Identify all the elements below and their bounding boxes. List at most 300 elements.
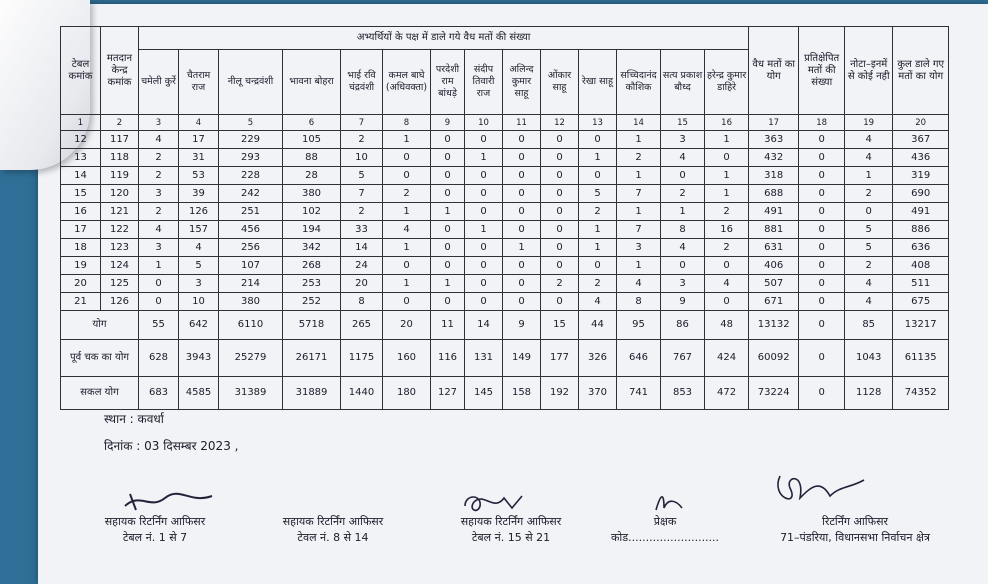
table-cell: 1440 [341,377,383,410]
signature-block-1 [70,514,240,546]
table-cell: 127 [431,377,465,410]
table-cell: 853 [661,377,705,410]
table-cell: 1 [503,239,541,257]
candidate-group-header: अभ्यर्थियों के पक्ष में डाले गये वैध मतों की संख्या [139,27,749,50]
table-cell: 251 [219,203,283,221]
table-cell: 0 [383,293,431,311]
table-cell: 0 [661,167,705,185]
table-cell: 4 [661,239,705,257]
table-cell: 675 [893,293,949,311]
table-cell: 33 [341,221,383,239]
candidate-header: ओंकार साहू [541,50,579,115]
table-cell: 0 [503,221,541,239]
table-row [61,203,949,221]
table-cell: 125 [101,275,139,293]
table-cell: 380 [283,185,341,203]
table-cell: 17 [61,221,101,239]
table-cell: 31889 [283,377,341,410]
col-rejected-header: प्रतिक्षेपित मतों की संख्या [799,27,845,115]
table-cell: 0 [465,275,503,293]
table-cell: 0 [845,203,893,221]
table-cell: 8 [661,221,705,239]
table-cell: 0 [431,131,465,149]
table-cell: 0 [465,239,503,257]
table-cell: 177 [541,340,579,377]
table-cell: 180 [383,377,431,410]
table-cell: 20 [383,311,431,340]
table-cell: 0 [799,275,845,293]
table-cell: 4 [579,293,617,311]
table-cell: 123 [101,239,139,257]
column-number: 8 [383,115,431,131]
table-cell: 4 [705,275,749,293]
table-cell: 8 [617,293,661,311]
table-cell: 0 [799,257,845,275]
table-cell: 507 [749,275,799,293]
table-cell: 0 [503,203,541,221]
table-cell: 11 [431,311,465,340]
table-cell: 88 [283,149,341,167]
table-cell: 0 [799,203,845,221]
table-cell: 318 [749,167,799,185]
table-cell: 145 [465,377,503,410]
table-cell: 511 [893,275,949,293]
table-cell: 628 [139,340,179,377]
sum-row [61,311,949,340]
table-cell: 252 [283,293,341,311]
table-cell: 0 [541,149,579,167]
table-cell: 363 [749,131,799,149]
table-cell: 1 [617,203,661,221]
table-cell: 1 [845,167,893,185]
candidate-header: परदेशी राम बांधड़े [431,50,465,115]
table-cell: 74352 [893,377,949,410]
table-cell: 319 [893,167,949,185]
table-cell: 12 [61,131,101,149]
table-cell: 116 [431,340,465,377]
signature-title: प्रेक्षक [653,515,677,528]
table-cell: 0 [799,149,845,167]
table-cell: 53 [179,167,219,185]
row-label: पूर्व चक का योग [61,340,139,377]
signature-sub: कोड.......................... [610,531,720,544]
column-number: 7 [341,115,383,131]
table-cell: 14 [61,167,101,185]
column-number: 16 [705,115,749,131]
table-cell: 2 [541,275,579,293]
table-cell: 0 [799,293,845,311]
table-cell: 2 [617,149,661,167]
table-cell: 4 [139,131,179,149]
table-cell: 0 [503,275,541,293]
table-cell: 2 [705,203,749,221]
table-cell: 13 [61,149,101,167]
table-cell: 0 [503,293,541,311]
table-cell: 4 [661,149,705,167]
candidate-header: भावना बोहरा [283,50,341,115]
table-row [61,185,949,203]
table-cell: 15 [541,311,579,340]
table-cell: 0 [465,185,503,203]
table-cell: 5 [179,257,219,275]
candidate-header: सत्य प्रकाश बौध्द [661,50,705,115]
signature-mark-3 [460,490,530,516]
table-cell: 0 [503,131,541,149]
table-cell: 0 [383,257,431,275]
table-cell: 194 [283,221,341,239]
candidate-header: हरेन्द्र कुमार डाहिरे [705,50,749,115]
column-number: 19 [845,115,893,131]
table-cell: 126 [179,203,219,221]
table-cell: 6110 [219,311,283,340]
column-number: 15 [661,115,705,131]
table-cell: 1 [431,275,465,293]
table-cell: 5 [579,185,617,203]
signature-mark-1 [120,486,220,514]
table-cell: 0 [541,203,579,221]
table-cell: 1175 [341,340,383,377]
table-cell: 4 [617,275,661,293]
table-cell: 2 [139,149,179,167]
table-cell: 0 [503,167,541,185]
table-cell: 3 [617,239,661,257]
candidate-header: भाई रवि चंद्रवंशी [341,50,383,115]
table-cell: 0 [383,149,431,167]
table-row [61,275,949,293]
table-cell: 2 [341,131,383,149]
table-cell: 456 [219,221,283,239]
table-cell: 160 [383,340,431,377]
table-cell: 107 [219,257,283,275]
table-cell: 102 [283,203,341,221]
table-cell: 0 [799,167,845,185]
table-cell: 1 [465,221,503,239]
table-cell: 367 [893,131,949,149]
table-cell: 0 [431,185,465,203]
signature-title: सहायक रिटर्निंग आफिसर [282,515,384,528]
table-cell: 0 [431,167,465,185]
column-number: 1 [61,115,101,131]
table-cell: 118 [101,149,139,167]
table-cell: 326 [579,340,617,377]
table-cell: 370 [579,377,617,410]
signature-block-3 [426,514,596,546]
table-cell: 0 [799,185,845,203]
date-label: दिनांक : 03 दिसम्बर 2023 , [104,439,239,453]
table-cell: 268 [283,257,341,275]
table-cell: 0 [541,239,579,257]
table-cell: 13132 [749,311,799,340]
table-cell: 7 [617,221,661,239]
table-cell: 1 [705,167,749,185]
signature-sub: टेवल नं. 8 से 14 [297,531,369,544]
previous-round-row [61,340,949,377]
signature-title: रिटर्निंग आफिसर [821,515,889,528]
table-cell: 690 [893,185,949,203]
table-cell: 0 [799,340,845,377]
table-cell: 2 [579,203,617,221]
table-cell: 0 [139,293,179,311]
table-cell: 228 [219,167,283,185]
table-cell: 1 [465,149,503,167]
table-cell: 0 [799,311,845,340]
col-total-header: कुल डाले गए मतों का योग [893,27,949,115]
table-cell: 5718 [283,311,341,340]
table-cell: 0 [579,131,617,149]
table-cell: 21 [61,293,101,311]
table-cell: 1 [383,131,431,149]
candidate-header: चमेली कुर्रे [139,50,179,115]
table-cell: 17 [179,131,219,149]
table-cell: 0 [705,149,749,167]
table-cell: 2 [845,185,893,203]
candidate-header: रेखा साहू [579,50,617,115]
table-cell: 95 [617,311,661,340]
table-cell: 0 [799,377,845,410]
signature-sub: टेबल नं. 15 से 21 [471,531,551,544]
table-cell: 886 [893,221,949,239]
table-cell: 0 [431,149,465,167]
column-number: 18 [799,115,845,131]
table-cell: 0 [541,131,579,149]
table-cell: 192 [541,377,579,410]
table-cell: 122 [101,221,139,239]
table-cell: 2 [705,239,749,257]
table-cell: 149 [503,340,541,377]
table-cell: 2 [661,185,705,203]
column-number: 2 [101,115,139,131]
table-cell: 16 [61,203,101,221]
table-cell: 1 [617,131,661,149]
table-cell: 5 [845,239,893,257]
table-cell: 0 [541,257,579,275]
table-cell: 119 [101,167,139,185]
table-cell: 0 [431,239,465,257]
table-cell: 9 [503,311,541,340]
table-cell: 0 [431,221,465,239]
table-cell: 3 [139,185,179,203]
table-cell: 44 [579,311,617,340]
table-cell: 124 [101,257,139,275]
table-cell: 1 [579,149,617,167]
table-cell: 881 [749,221,799,239]
table-cell: 9 [661,293,705,311]
table-cell: 2 [845,257,893,275]
table-cell: 26171 [283,340,341,377]
signature-sub: 71–पंडरिया, विधानसभा निर्वाचन क्षेत्र [780,531,930,544]
table-cell: 293 [219,149,283,167]
table-cell: 0 [541,167,579,185]
table-cell: 0 [705,293,749,311]
table-cell: 631 [749,239,799,257]
table-cell: 1 [617,167,661,185]
table-cell: 5 [845,221,893,239]
table-cell: 424 [705,340,749,377]
table-cell: 0 [799,131,845,149]
table-cell: 4585 [179,377,219,410]
candidate-header: नीलू चन्द्रवंशी [219,50,283,115]
table-cell: 1043 [845,340,893,377]
table-cell: 256 [219,239,283,257]
table-cell: 242 [219,185,283,203]
table-cell: 0 [431,293,465,311]
table-cell: 20 [341,275,383,293]
vote-tally-table [60,26,949,410]
table-cell: 14 [465,311,503,340]
table-cell: 0 [503,149,541,167]
table-cell: 1128 [845,377,893,410]
signature-sub: टेबल नं. 1 से 7 [122,531,188,544]
table-row [61,149,949,167]
table-cell: 767 [661,340,705,377]
table-cell: 3 [139,239,179,257]
table-cell: 0 [579,257,617,275]
column-number: 3 [139,115,179,131]
table-cell: 491 [893,203,949,221]
candidate-header: अलिन्द कुमार साहू [503,50,541,115]
column-number: 10 [465,115,503,131]
signature-title: सहायक रिटर्निंग आफिसर [104,515,206,528]
table-cell: 0 [503,257,541,275]
table-cell: 117 [101,131,139,149]
table-cell: 0 [579,167,617,185]
candidate-header: कमल बाघे (अधिवक्ता) [383,50,431,115]
table-cell: 0 [799,221,845,239]
table-cell: 636 [893,239,949,257]
table-cell: 61135 [893,340,949,377]
table-cell: 24 [341,257,383,275]
table-cell: 55 [139,311,179,340]
signature-block-4 [600,514,730,546]
table-cell: 18 [61,239,101,257]
col-table-header: टेबल कमांक [61,27,101,115]
candidate-header: संदीप तिवारी राज [465,50,503,115]
table-cell: 10 [341,149,383,167]
table-cell: 646 [617,340,661,377]
table-cell: 253 [283,275,341,293]
table-cell: 2 [139,203,179,221]
table-row [61,239,949,257]
candidate-header: चैतराम राज [179,50,219,115]
table-cell: 20 [61,275,101,293]
table-cell: 7 [617,185,661,203]
table-cell: 126 [101,293,139,311]
table-cell: 671 [749,293,799,311]
table-cell: 0 [465,203,503,221]
table-cell: 19 [61,257,101,275]
table-cell: 158 [503,377,541,410]
table-cell: 2 [383,185,431,203]
table-cell: 25279 [219,340,283,377]
table-cell: 0 [465,131,503,149]
table-cell: 39 [179,185,219,203]
table-cell: 4 [845,149,893,167]
table-cell: 0 [465,257,503,275]
table-cell: 688 [749,185,799,203]
table-cell: 85 [845,311,893,340]
signature-block-2 [248,514,418,546]
table-cell: 4 [139,221,179,239]
table-cell: 0 [431,257,465,275]
table-cell: 16 [705,221,749,239]
table-cell: 4 [845,275,893,293]
table-cell: 4 [845,131,893,149]
table-cell: 1 [617,257,661,275]
table-cell: 4 [179,239,219,257]
table-cell: 4 [383,221,431,239]
table-cell: 1 [705,131,749,149]
table-cell: 1 [139,257,179,275]
table-cell: 10 [179,293,219,311]
table-cell: 642 [179,311,219,340]
table-cell: 342 [283,239,341,257]
table-cell: 5 [341,167,383,185]
table-cell: 7 [341,185,383,203]
table-cell: 408 [893,257,949,275]
table-cell: 1 [431,203,465,221]
table-cell: 131 [465,340,503,377]
table-cell: 432 [749,149,799,167]
table-cell: 380 [219,293,283,311]
table-cell: 48 [705,311,749,340]
col-valid-header: वैध मतों का योग [749,27,799,115]
table-cell: 1 [579,221,617,239]
table-cell: 0 [541,293,579,311]
table-cell: 3 [661,131,705,149]
table-cell: 0 [799,239,845,257]
table-cell: 105 [283,131,341,149]
table-cell: 13217 [893,311,949,340]
table-cell: 741 [617,377,661,410]
table-cell: 229 [219,131,283,149]
column-number: 20 [893,115,949,131]
column-number: 17 [749,115,799,131]
table-cell: 28 [283,167,341,185]
table-cell: 0 [541,221,579,239]
table-cell: 60092 [749,340,799,377]
table-cell: 0 [465,167,503,185]
col-center-header: मतदान केन्द्र कमांक [101,27,139,115]
row-label: सकल योग [61,377,139,410]
column-number: 5 [219,115,283,131]
table-cell: 14 [341,239,383,257]
table-cell: 2 [341,203,383,221]
table-cell: 73224 [749,377,799,410]
table-cell: 0 [661,257,705,275]
table-cell: 1 [579,239,617,257]
table-cell: 2 [139,167,179,185]
table-cell: 1 [705,185,749,203]
table-cell: 31389 [219,377,283,410]
table-cell: 15 [61,185,101,203]
column-number: 11 [503,115,541,131]
table-cell: 1 [383,203,431,221]
table-cell: 1 [661,203,705,221]
column-number: 14 [617,115,661,131]
col-nota-header: नोटा–इनमें से कोई नही [845,27,893,115]
table-cell: 121 [101,203,139,221]
column-number: 4 [179,115,219,131]
candidate-header: सच्चिदानंद कौशिक [617,50,661,115]
table-cell: 0 [705,257,749,275]
signature-mark-4 [650,488,690,514]
table-cell: 86 [661,311,705,340]
table-row [61,221,949,239]
table-cell: 1 [383,275,431,293]
table-cell: 0 [383,167,431,185]
signature-block-5 [730,514,980,546]
table-cell: 491 [749,203,799,221]
